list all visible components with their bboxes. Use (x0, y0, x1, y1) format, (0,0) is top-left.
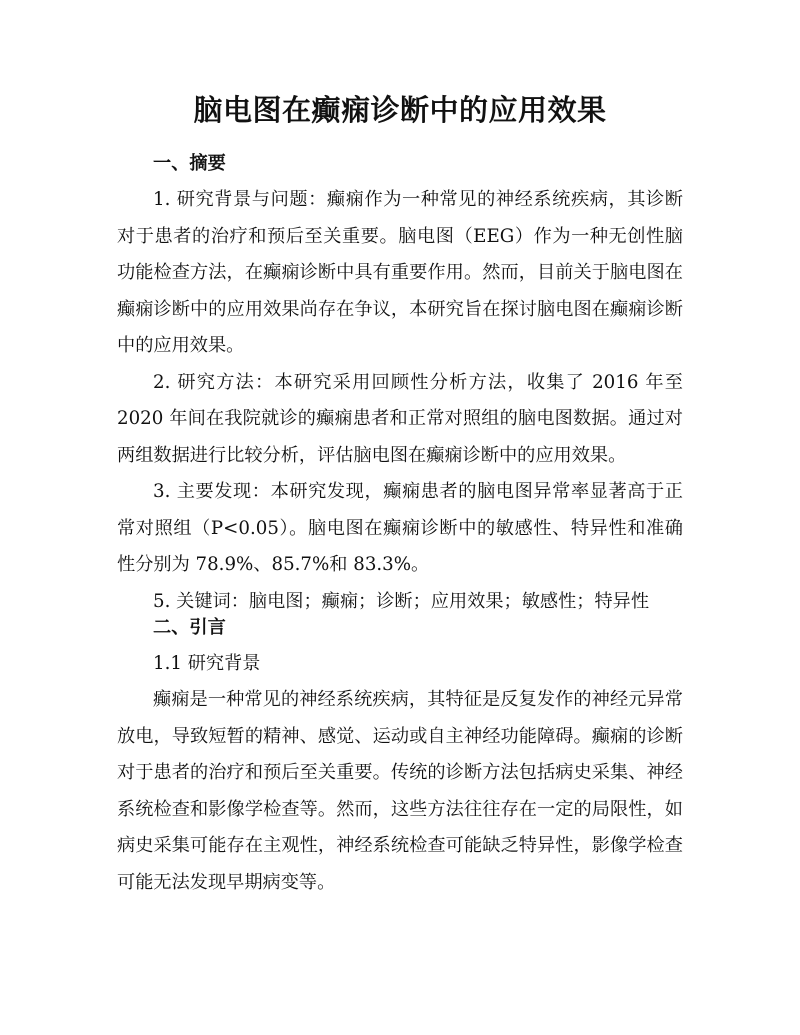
abstract-body (117, 182, 683, 620)
section-heading-abstract: 一、摘要 (153, 153, 226, 174)
paragraph-methods: 2. 研究方法：本研究采用回顾性分析方法，收集了 2016 年至 2020 年间在我院就诊的癫痫患者和正常对照组的脑电图数据。通过对两组数据进行比较分析，评估脑电图在癫痫诊断中的应用效果。 (117, 371, 683, 466)
introduction-body (117, 682, 683, 901)
section-heading-introduction: 二、引言 (153, 617, 226, 638)
paragraph-introduction: 癫痫是一种常见的神经系统疾病，其特征是反复发作的神经元异常放电，导致短暂的精神、感觉、运动或自主神经功能障碍。癫痫的诊断对于患者的治疗和预后至关重要。传统的诊断方法包括病史采集、神经系统检查和影像学检查等。然而，这些方法往往存在一定的局限性，如病史采集可能存在主观性，神经系统检查可能缺乏特异性，影像学检查可能无法发现早期病变等。 (117, 689, 683, 893)
document-title: 脑电图在癫痫诊断中的应用效果 (193, 93, 607, 127)
paragraph-findings: 3. 主要发现：本研究发现，癫痫患者的脑电图异常率显著高于正常对照组（P<0.05）。脑电图在癫痫诊断中的敏感性、特异性和准确性分别为 78.9%、85.7%和 83.3%。 (117, 481, 683, 575)
subsection-heading-background: 1.1 研究背景 (153, 653, 261, 674)
paragraph-background: 1. 研究背景与问题：癫痫作为一种常见的神经系统疾病，其诊断对于患者的治疗和预后至关重要。脑电图（EEG）作为一种无创性脑功能检查方法，在癫痫诊断中具有重要作用。然而，目前关于脑电图在癫痫诊断中的应用效果尚存在争议，本研究旨在探讨脑电图在癫痫诊断中的应用效果。 (117, 189, 683, 356)
paragraph-keywords: 5. 关键词：脑电图；癫痫；诊断；应用效果；敏感性；特异性 (153, 590, 650, 612)
